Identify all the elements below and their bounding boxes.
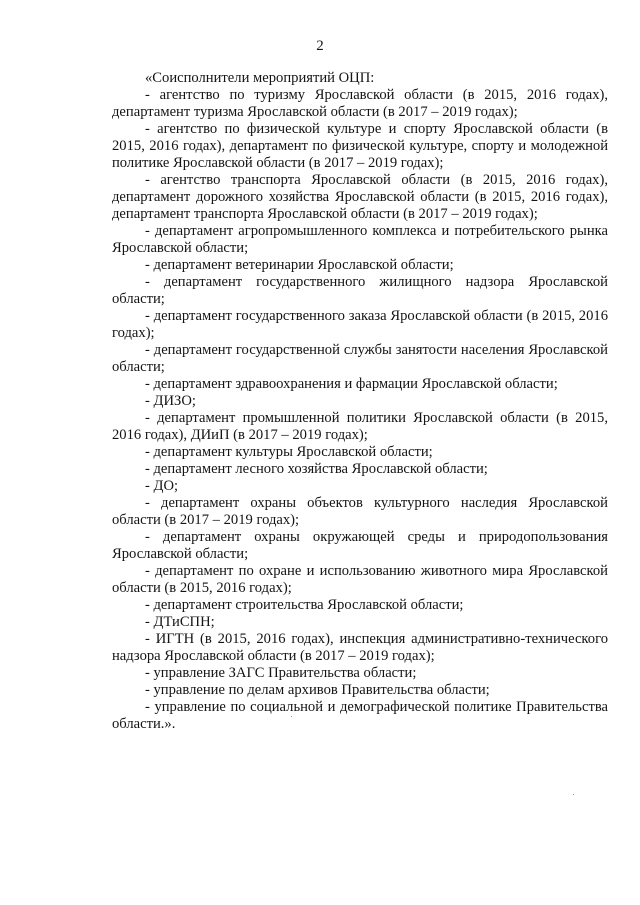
list-item: - агентство по туризму Ярославской области (в 2015, 2016 годах), департамент туризма Ярославской области (в 2017 – 2019 годах); [112, 87, 608, 120]
list-item: - департамент здравоохранения и фармации Ярославской области; [145, 376, 558, 392]
scan-speck [291, 716, 292, 717]
list-item: - агентство по физической культуре и спорту Ярославской области (в 2015, 2016 годах), департамент по физической культуре, спорту и молодежной политике Ярославской области (в 2017 – 2019 годах); [112, 121, 608, 171]
list-item: - агентство транспорта Ярославской области (в 2015, 2016 годах), департамент дорожного хозяйства Ярославской области (в 2015, 2016 годах), департамент транспорта Ярославской области (в 2017 – 2019 годах); [112, 172, 608, 222]
list-item: - ИГТН (в 2015, 2016 годах), инспекция административно-технического надзора Ярославской области (в 2017 – 2019 годах); [112, 631, 608, 664]
list-item: - департамент ветеринарии Ярославской области; [145, 257, 454, 273]
list-item: - департамент государственного жилищного надзора Ярославской области; [112, 274, 608, 307]
list-intro: «Соисполнители мероприятий ОЦП: [145, 70, 375, 86]
list-item: - департамент государственной службы занятости населения Ярославской области; [112, 342, 608, 375]
list-item: - департамент культуры Ярославской области; [145, 444, 433, 460]
list-item: - департамент по охране и использованию животного мира Ярославской области (в 2015, 2016 годах); [112, 563, 608, 596]
list-item: - ДИЗО; [145, 393, 196, 409]
list-item: - департамент лесного хозяйства Ярославской области; [145, 461, 488, 477]
scan-speck [573, 794, 574, 795]
list-item: - департамент агропромышленного комплекса и потребительского рынка Ярославской области; [112, 223, 608, 256]
page-number: 2 [316, 38, 324, 54]
list-item: - управление по социальной и демографической политике Правительства области.». [112, 699, 608, 732]
list-item: - департамент государственного заказа Ярославской области (в 2015, 2016 годах); [112, 308, 608, 341]
list-item: - департамент охраны окружающей среды и природопользования Ярославской области; [112, 529, 608, 562]
list-item: - управление ЗАГС Правительства области; [145, 665, 417, 681]
list-item: - департамент строительства Ярославской области; [145, 597, 464, 613]
list-item: - управление по делам архивов Правительства области; [145, 682, 490, 698]
list-item: - департамент промышленной политики Ярославской области (в 2015, 2016 годах), ДИиП (в 2017 – 2019 годах); [112, 410, 608, 443]
list-item: - ДО; [145, 478, 179, 494]
document-body [112, 70, 608, 733]
list-item: - ДТиСПН; [145, 614, 215, 630]
list-item: - департамент охраны объектов культурного наследия Ярославской области (в 2017 – 2019 годах); [112, 495, 608, 528]
